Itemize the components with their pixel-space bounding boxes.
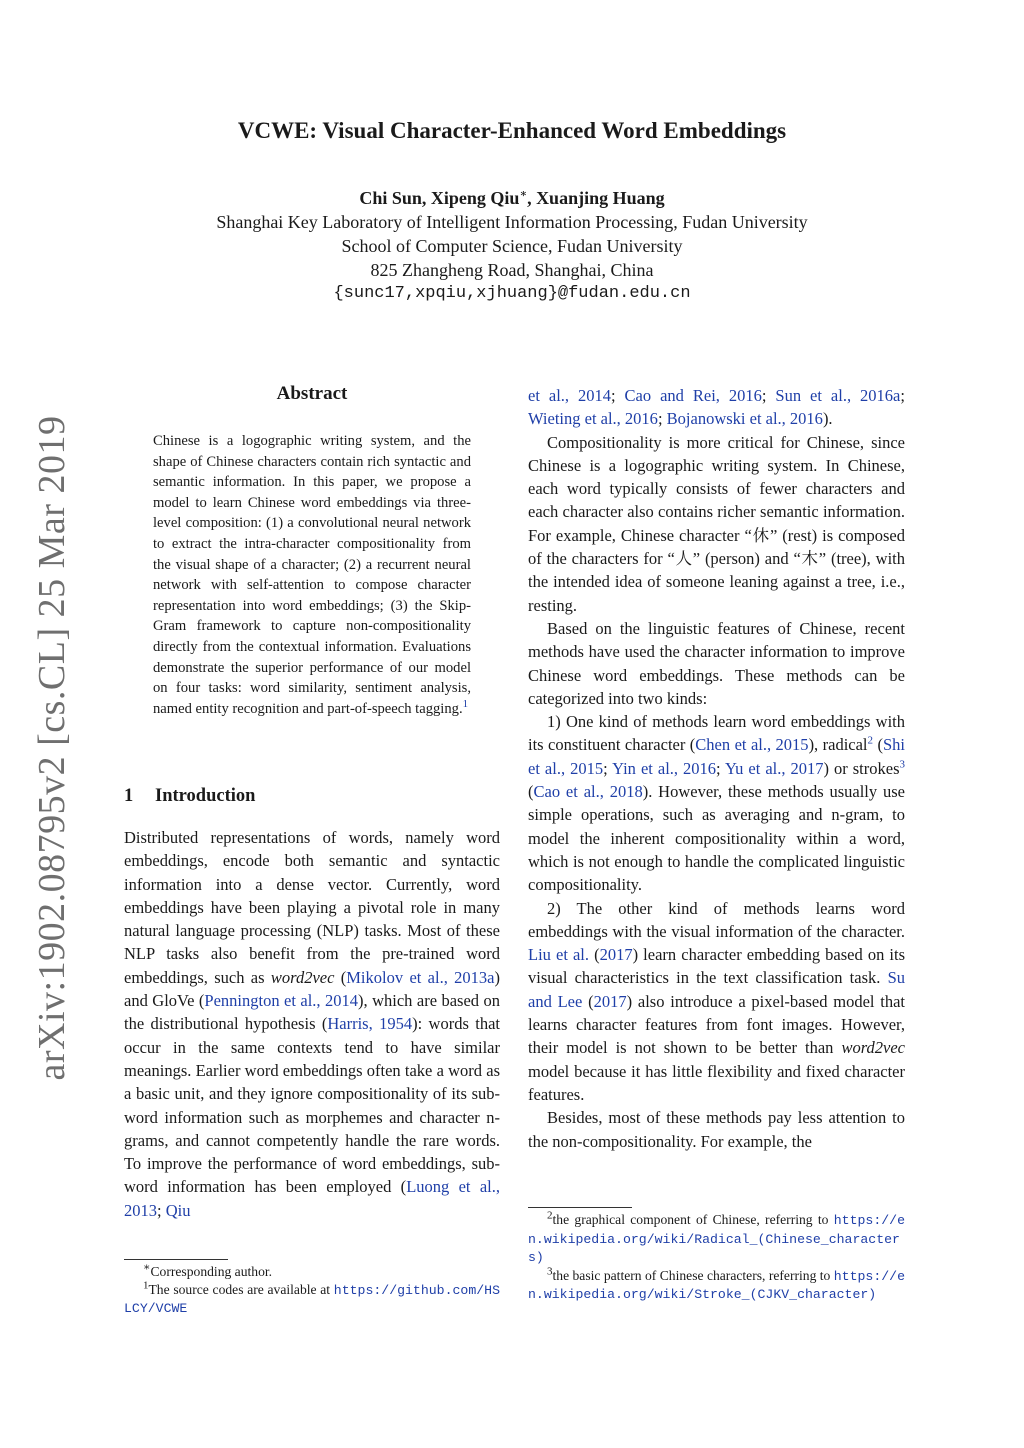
citation-link[interactable]: Harris, 1954	[327, 1014, 413, 1034]
footnotes-left	[124, 1263, 500, 1318]
citation-link[interactable]: Sun et al., 2016a	[775, 386, 901, 405]
citation-link[interactable]: Wieting et al., 2016	[528, 409, 658, 429]
citation-link[interactable]: Chen et al., 2015	[695, 735, 809, 755]
footnote-rule-left	[124, 1259, 228, 1260]
citation-link[interactable]: Mikolov et al., 2013a	[346, 967, 495, 987]
footnote-corresponding: ∗Corresponding author.	[143, 1261, 273, 1279]
intro-paragraph-2: Compositionality is more critical for Chinese, since Chinese is a logographic writing system. In Chinese, each word typically consists of fewer characters and each character also contains richer semantic information. For example, Chinese character “休” (rest) is composed of the characters for “人” (person) and “木” (tree), with the intended idea of someone leaning against a tree, i.e., resting.	[528, 432, 905, 615]
intro-paragraph-6: Besides, most of these methods pay less attention to the non-compositionality. For example, the	[528, 1108, 905, 1151]
intro-paragraph-5: 2) The other kind of methods learns word embeddings with the visual information of the character. Liu et al. (2017) learn character embedding based on its visual characteristics in the text classification task. Su and Lee (2017) also introduce a pixel-based model that learns character features from font images. However, their model is not shown to be better than word2vec model because it has little flexibility and fixed character features.	[528, 898, 905, 1104]
author-names: Chi Sun, Xipeng Qiu∗, Xuanjing Huang	[359, 188, 665, 208]
affiliation-2: School of Computer Science, Fudan University	[341, 236, 683, 256]
footnotes-right	[528, 1211, 905, 1304]
citation-link[interactable]: Pennington et al., 2014	[204, 991, 359, 1011]
right-column-body	[528, 384, 905, 1153]
affiliation-1: Shanghai Key Laboratory of Intelligent Information Processing, Fudan University	[216, 212, 808, 232]
citation-link[interactable]: et al., 2014	[528, 386, 611, 405]
left-column-body	[124, 826, 500, 1222]
address: 825 Zhangheng Road, Shanghai, China	[370, 260, 654, 280]
footnote-rule-right	[528, 1207, 632, 1208]
abstract-text: Chinese is a logographic writing system, and the shape of Chinese characters contain rich syntactic and semantic information. In this paper, we propose a model to learn Chinese word embeddings via three-level composition: (1) a convolutional neural network to extract the intra-character compositionality from the visual shape of a character; (2) a recurrent neural network with self-attention to compose character representation into word embeddings; (3) the Skip-Gram framework to capture non-compositionality directly from the contextual information. Evaluations demonstrate the superior performance of our model on four tasks: word similarity, sentiment analysis, named entity recognition and part-of-speech tagging.$^1$	[153, 433, 471, 717]
footnote-3-url[interactable]: https://en.wikipedia.org/wiki/Stroke_(CJKV_character)	[528, 1268, 905, 1302]
citation-link[interactable]: Yu et al., 2017	[725, 758, 824, 778]
footnote-3-ref[interactable]: 3	[899, 758, 906, 771]
citation-link[interactable]: 2017	[593, 991, 627, 1011]
footnote-1-ref[interactable]: 1	[462, 697, 469, 710]
section-heading: 1 Introduction	[124, 786, 256, 806]
citation-link[interactable]: Luong et al., 2013	[124, 1177, 500, 1220]
intro-paragraph-3: Based on the linguistic features of Chinese, recent methods have used the character information to improve Chinese word embeddings. These methods can be categorized into two kinds:	[528, 618, 905, 708]
intro-paragraph-1-cont: et al., 2014; Cao and Rei, 2016; Sun et al., 2016a; Wieting et al., 2016; Bojanowski et al., 2016).	[528, 386, 905, 429]
abstract-heading: Abstract	[276, 383, 348, 404]
arxiv-stamp: arXiv:1902.08795v2 [cs.CL] 25 Mar 2019	[31, 415, 73, 1081]
intro-paragraph-4: 1) One kind of methods learn word embeddings with its constituent character (Chen et al., 2015), radical$^2$ (Shi et al., 2015; Yin et al., 2016; Yu et al., 2017) or strokes$^3$ (Cao et al., 2018). However, these methods usually use simple operations, such as averaging and n-gram, to model the inherent compositionality within a word, which is not enough to handle the complicated linguistic compositionality.	[528, 712, 906, 895]
footnote-1-url[interactable]: https://github.com/HSLCY/VCWE	[124, 1282, 500, 1316]
citation-link[interactable]: 2017	[599, 945, 633, 965]
citation-link[interactable]: Bojanowski et al., 2016	[666, 409, 823, 429]
intro-paragraph-1: Distributed representations of words, namely word embeddings, encode both semantic and syntactic information into a dense vector. Currently, word embeddings have been playing a pivotal role in many natural language processing (NLP) tasks. Most of these NLP tasks also benefit from the pre-trained word embeddings, such as word2vec (Mikolov et al., 2013a) and GloVe (Pennington et al., 2014), which are based on the distributional hypothesis (Harris, 1954): words that occur in the same contexts tend to have similar meanings. Earlier word embeddings often take a word as a basic unit, and they ignore compositionality of its sub-word information such as morphemes and character n-grams, and cannot competently handle the rare words. To improve the performance of word embeddings, sub-word information has been employed (Luong et al., 2013; Qiu	[124, 828, 501, 1220]
footnote-3: $^3$the basic pattern of Chinese characters, referring to https://en.wikipedia.org/wiki/Stroke_(CJKV_character)	[528, 1264, 905, 1302]
citation-link[interactable]: Shi et al., 2015	[528, 735, 905, 778]
author-block	[0, 186, 1024, 306]
footnote-1: $^1$The source codes are available at https://github.com/HSLCY/VCWE	[124, 1278, 500, 1316]
citation-link[interactable]: Cao et al., 2018	[533, 782, 643, 802]
citation-link[interactable]: Cao and Rei, 2016	[624, 386, 762, 405]
footnote-2-url[interactable]: https://en.wikipedia.org/wiki/Radical_(Chinese_characters)	[528, 1213, 905, 1265]
paper-title: VCWE: Visual Character-Enhanced Word Embeddings	[237, 118, 787, 143]
corresponding-mark: ∗	[519, 188, 528, 200]
footnote-2-ref[interactable]: 2	[867, 734, 874, 747]
author-email: {sunc17,xpqiu,xjhuang}@fudan.edu.cn	[333, 284, 691, 303]
citation-link[interactable]: Liu et al.	[528, 945, 590, 965]
citation-link[interactable]: Qiu	[165, 1200, 191, 1220]
citation-link[interactable]: Su and Lee	[528, 968, 905, 1011]
footnote-2: $^2$the graphical component of Chinese, referring to https://en.wikipedia.org/wiki/Radical_(Chinese_characters)	[528, 1209, 905, 1265]
citation-link[interactable]: Yin et al., 2016	[612, 758, 717, 778]
